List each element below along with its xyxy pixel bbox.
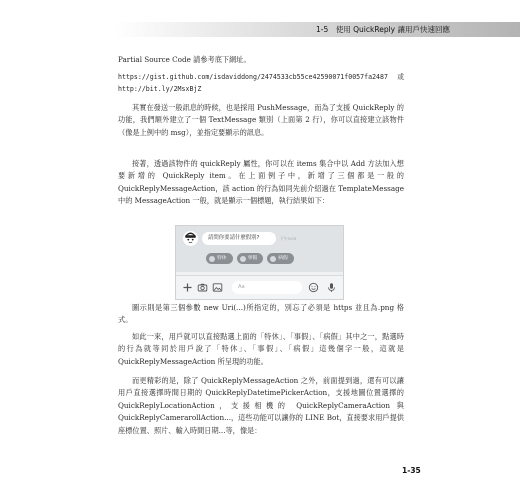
message-input[interactable]: Aa [232,281,302,294]
quick-reply-row [206,253,294,264]
quick-reply-button[interactable] [206,253,233,264]
paragraph-4-block [118,302,404,327]
bot-avatar [183,231,198,246]
paragraph-3: 接著，透過該物件的 quickReply 屬性，你可以在 items 集合中以 Add 方法加入想要新增的 QuickReply item。在上面例子中，新增了三個都是一般的 QuickReplyMessageAction，該 action 的行為如同先前介紹過在 TemplateMessage 中的 MessageAction 一般，就是顯示一個標題，執行結果如下： [118,159,404,206]
url-block [118,72,404,95]
paragraph-1: Partial Source Code 請參考底下網址。 [118,55,251,64]
mic-icon[interactable] [326,282,337,293]
paragraph-6: 而更精彩的是，除了 QuickReplyMessageAction 之外，前面提到過，還有可以讓用戶直接選擇時間日期的 QuickReplyDatetimePickerAction，支援地圖位置選擇的 QuickReplyLocationAction，支援相機的 QuickReplyCameraAction 與 QuickReplyCamerarollAction...，這些功能可以讓你的 LINE Bot，直接要求用戶提供座標位置、照片、輸入時間日期...等，像是： [118,376,404,435]
paragraph-2-block [118,102,404,139]
chat-bubble: 請問你要請什麼假別? [202,232,276,245]
image-icon[interactable] [212,282,223,293]
quick-reply-label: 事假 [247,256,258,261]
quick-reply-button[interactable] [267,253,294,264]
smile-icon[interactable] [308,282,319,293]
page-number: 1-35 [402,466,421,475]
paragraph-5-block [118,331,404,368]
paragraph-3-block [118,158,404,208]
line-chat-screenshot [175,225,344,300]
chat-input-bar [176,275,343,300]
camera-icon[interactable] [197,282,208,293]
message-time: 下午3:03 [280,236,297,241]
quick-reply-label: 病假 [278,256,288,261]
quick-reply-icon [240,256,246,262]
quick-reply-label: 特休 [217,256,227,261]
paragraph-4: 圖示則是第三個參數 new Uri(...)所指定的，別忘了必須是 https 並且為.png 格式。 [118,303,404,325]
quick-reply-icon [209,256,215,262]
chat-message-area [176,226,343,272]
source-url[interactable]: https://gist.github.com/isdaviddong/2474533cb55ce42590071f0057fa2487 或 http://bit.ly/2MsxBjZ [118,73,404,93]
paragraph-2: 其實在發送一般訊息的時候，也是採用 PushMessage，而為了支援 QuickReply 的功能，我們額外建立了一個 TextMessage 類別（上面第 2 行），你可以直接建立該物件（像是上例中的 msg），並指定要顯示的訊息。 [118,103,404,137]
paragraph-source-code [118,54,404,66]
plus-icon[interactable] [182,282,193,293]
paragraph-6-block [118,375,404,437]
paragraph-5: 如此一來，用戶就可以直接點選上面的「特休」、「事假」、「病假」其中之一，點選時的行為就等同於用戶說了「特休」、「事假」、「病假」這幾個字一般，這就是 QuickReplyMessageAction 所呈現的功能。 [118,332,404,366]
running-header: 1-5 使用 QuickReply 讓用戶快速回應 [316,25,450,34]
quick-reply-icon [270,256,276,262]
quick-reply-button[interactable] [237,253,264,264]
